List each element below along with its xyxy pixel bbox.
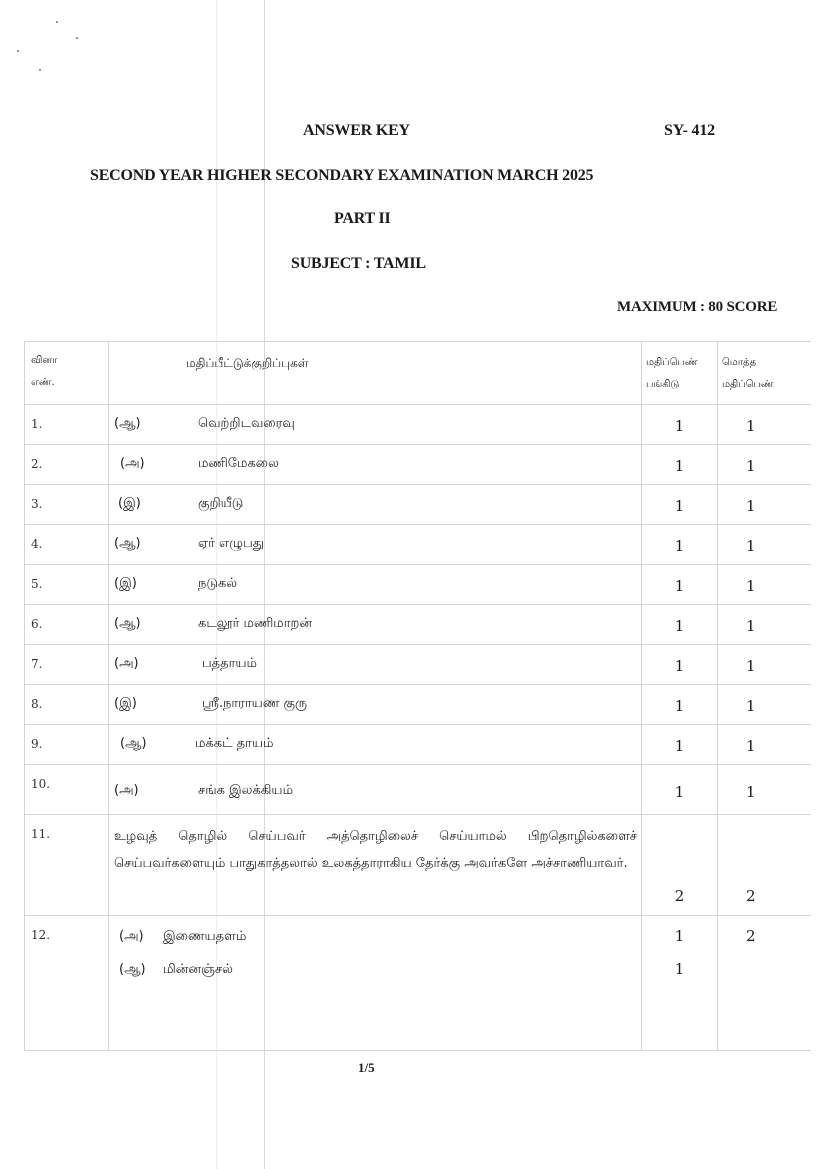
split-score: 1 — [674, 737, 685, 755]
split-score: 1 — [674, 697, 685, 715]
scan-speck — [39, 69, 41, 71]
header-total-score — [718, 342, 811, 405]
total-score: 1 — [746, 457, 756, 475]
total-score: 1 — [746, 417, 756, 435]
table-row — [25, 485, 811, 525]
table-row — [25, 445, 811, 485]
question-number: 7. — [31, 657, 43, 671]
answer-text: சங்க இலக்கியம் — [198, 783, 294, 798]
total-score: 1 — [746, 577, 756, 595]
answer-option: (ஆ) — [114, 536, 141, 551]
answer-option: (இ) — [114, 696, 137, 711]
total-score: 2 — [746, 887, 756, 905]
header-question-number — [25, 342, 109, 405]
scan-speck — [76, 37, 78, 39]
page-number: 1/5 — [358, 1060, 375, 1075]
answer-option: (ஆ) — [114, 616, 141, 631]
part-label: PART II — [334, 210, 391, 227]
table-row — [25, 685, 811, 725]
paper-code: SY- 412 — [664, 122, 715, 139]
subject-label: SUBJECT : TAMIL — [291, 255, 426, 272]
total-score: 1 — [746, 537, 756, 555]
header-qno-line1: வினா — [31, 355, 58, 366]
split-score: 1 — [674, 617, 685, 635]
table-row — [25, 916, 811, 1051]
question-number: 6. — [31, 617, 43, 631]
answer-option: (ஆ) — [114, 416, 141, 431]
answer-option: (இ) — [118, 496, 141, 511]
answer-text: வெற்றிடவரைவு — [198, 416, 295, 431]
answer-text: மின்னஞ்சல் — [163, 962, 233, 977]
table-row — [25, 645, 811, 685]
question-number: 12. — [31, 928, 51, 942]
table-row — [25, 815, 811, 916]
split-score: 1 — [674, 783, 685, 801]
split-score: 1 — [674, 657, 685, 675]
answer-paragraph: உழவுத் தொழில் செய்பவர் அத்தொழிலைச் செய்யாமல் பிறதொழில்களைச் செய்பவர்களையும் பாதுகாத்தலால் உலகத்தாராகிய தேர்க்கு அவர்களே அச்சாணியாவர். — [114, 829, 637, 871]
question-number: 4. — [31, 537, 43, 551]
answer-option: (அ) — [114, 783, 139, 798]
total-score: 1 — [746, 657, 756, 675]
split-score: 2 — [674, 887, 685, 905]
question-number: 11. — [31, 827, 51, 841]
split-score: 1 — [674, 960, 685, 978]
answer-option: (அ) — [120, 456, 145, 471]
answer-option: (அ) — [114, 656, 139, 671]
header-qno-line2: எண். — [31, 377, 55, 388]
split-score: 1 — [674, 457, 685, 475]
answer-text: பத்தாயம் — [202, 656, 258, 671]
exam-title: SECOND YEAR HIGHER SECONDARY EXAMINATION MARCH 2025 — [90, 167, 594, 184]
answer-option: (ஆ) — [119, 962, 146, 977]
total-score: 1 — [746, 783, 756, 801]
total-score: 1 — [746, 497, 756, 515]
question-number: 9. — [31, 737, 43, 751]
question-number: 5. — [31, 577, 43, 591]
sub-answer — [109, 920, 641, 953]
question-number: 3. — [31, 497, 43, 511]
header-total-line2: மதிப்பெண் — [722, 379, 774, 390]
answer-text: நடுகல் — [198, 576, 238, 591]
split-score: 1 — [674, 927, 685, 945]
answer-text: கடலூர் மணிமாறன் — [198, 616, 312, 631]
question-number: 1. — [31, 417, 43, 431]
answer-text: ஶ்ரீ.நாராயண குரு — [202, 696, 308, 711]
answer-text: ஏர் எழுபது — [198, 536, 265, 551]
answer-option: (ஆ) — [120, 736, 147, 751]
table-row — [25, 765, 811, 815]
document-title: ANSWER KEY — [303, 122, 410, 139]
total-score: 1 — [746, 617, 756, 635]
question-number: 8. — [31, 697, 43, 711]
answer-text: இணையதளம் — [163, 929, 247, 944]
answer-text: மக்கட் தாயம் — [195, 736, 274, 751]
table-row — [25, 525, 811, 565]
split-score: 1 — [674, 537, 685, 555]
header-total-line1: மொத்த — [722, 357, 757, 368]
answer-key-table — [24, 341, 811, 1051]
split-score: 1 — [674, 497, 685, 515]
max-score: MAXIMUM : 80 SCORE — [617, 299, 778, 315]
header-answer — [109, 342, 642, 405]
question-number: 2. — [31, 457, 43, 471]
total-score: 1 — [746, 737, 756, 755]
split-score: 1 — [674, 577, 685, 595]
answer-option: (அ) — [119, 929, 144, 944]
table-header-row — [25, 342, 811, 405]
table-row — [25, 605, 811, 645]
table-row — [25, 725, 811, 765]
answer-text: குறியீடு — [198, 496, 244, 511]
header-answer-label: மதிப்பீட்டுக்குறிப்புகள் — [186, 356, 309, 370]
answer-text: மணிமேகலை — [198, 456, 279, 471]
table-row — [25, 565, 811, 605]
header-split-line1: மதிப்பெண் — [646, 357, 698, 368]
sub-answer — [109, 953, 641, 986]
question-number: 10. — [31, 777, 51, 791]
scan-speck — [56, 21, 58, 23]
header-split-line2: பங்கிடு — [646, 379, 680, 390]
header-split-score — [642, 342, 718, 405]
answer-option: (இ) — [114, 576, 137, 591]
table-row — [25, 405, 811, 445]
split-score: 1 — [674, 417, 685, 435]
total-score: 2 — [746, 927, 756, 945]
total-score: 1 — [746, 697, 756, 715]
scan-speck — [17, 50, 19, 52]
